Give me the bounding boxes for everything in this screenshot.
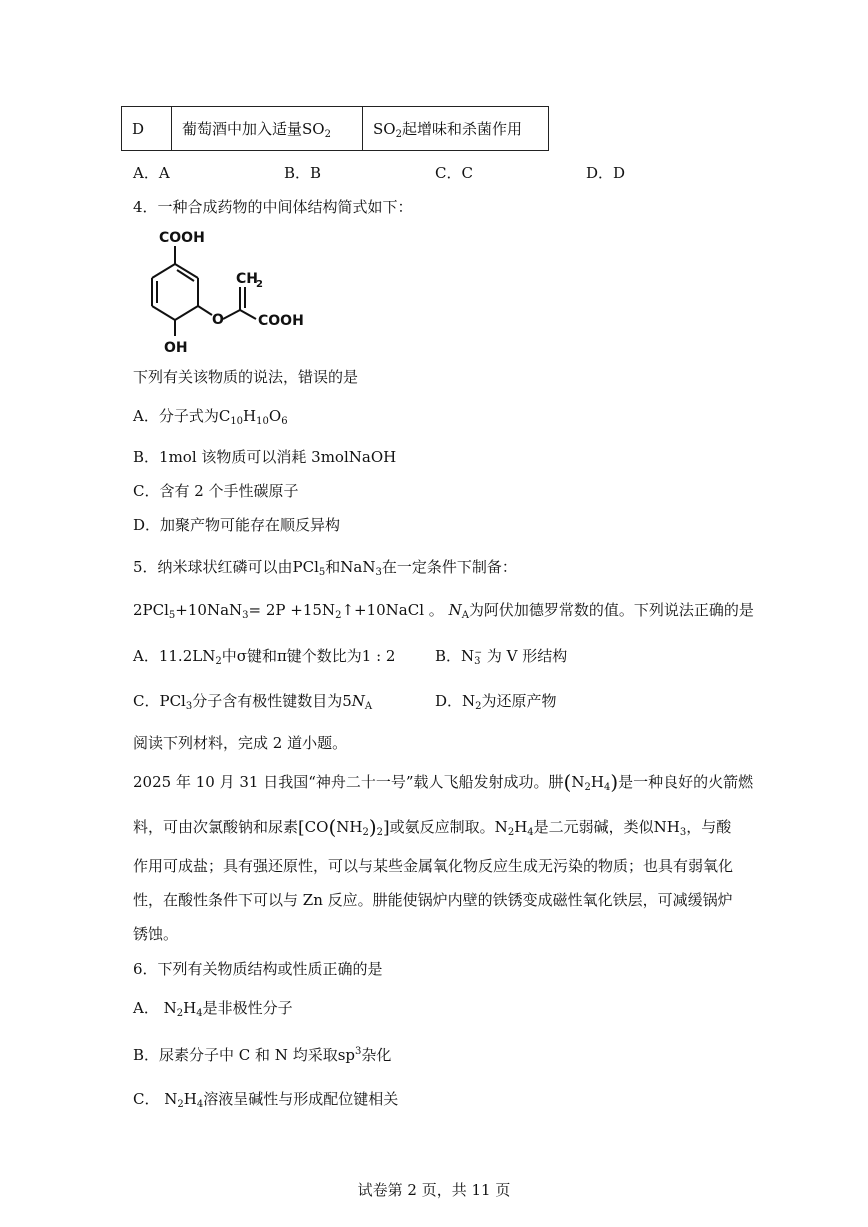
label-cooh-right: COOH [258,313,304,329]
q6-stem: 6．下列有关物质结构或性质正确的是 [133,960,383,978]
method-cell: 葡萄酒中加入适量$SO_2$ [172,107,363,151]
reason-cell: $SO_2$起增味和杀菌作用 [363,107,549,151]
q5-option-d: D．$N_2$为还原产物 [435,692,557,712]
q3-choice-b: B．B [284,164,322,182]
label-ch2-sub: 2 [256,279,263,290]
q6-option-a: A． $N_2H_4$是非极性分子 [133,999,293,1019]
q5-equation: $2PCl_5+10NaN_3= 2P +15N_2↑+10NaCl$ 。 $N_A$为阿伏加德罗常数的值。下列说法正确的是 [133,601,754,621]
q3-choice-d: D．D [586,164,626,182]
q4-option-a: A．分子式为$C_{10}H_{10}O_6$ [133,407,288,427]
q4-stem: 4．一种合成药物的中间体结构简式如下： [133,198,413,216]
reading-line-2: 料，可由次氯酸钠和尿素$[CO(NH_2)_2]$或氨反应制取。$N_2H_4$是二元弱碱，类似$NH_3$，与酸 [133,815,732,839]
q6-option-b: B．尿素分子中 C 和 N 均采取$sp^3$杂化 [133,1046,392,1064]
q4-question: 下列有关该物质的说法，错误的是 [133,368,359,386]
q5-option-a: A．$11.2LN_2$中σ键和π键个数比为1 : 2 [133,647,396,667]
q5-option-c: C．PCl$_3$分子含有极性键数目为$5N_A$ [133,692,373,712]
options-table [121,106,549,151]
reading-line-5: 锈蚀。 [133,925,179,943]
chemical-structure [130,224,310,360]
q3-choice-a: A．A [133,164,170,182]
label-cooh-top: COOH [159,230,205,246]
structure-drawing [130,224,310,360]
label-oh: OH [164,340,188,356]
label-o: O [212,312,224,328]
q4-option-c: C．含有 2 个手性碳原子 [133,482,299,500]
reading-line-1: 2025 年 10 月 31 日我国“神舟二十一号”载人飞船发射成功。肼$(N_2H_4)$是一种良好的火箭燃 [133,770,754,794]
q6-option-c: C． $N_2H_4$溶液呈碱性与形成配位键相关 [133,1090,399,1110]
page-footer: 试卷第 2 页，共 11 页 [357,1181,511,1199]
q5-option-b: B．$N_3^-$ 为 V 形结构 [435,647,568,667]
label-ch2: CH [236,271,258,287]
table-row [122,107,549,151]
reading-line-3: 作用可成盐；具有强还原性，可以与某些金属氧化物反应生成无污染的物质；也具有弱氧化 [133,857,734,875]
q4-option-d: D．加聚产物可能存在顺反异构 [133,516,341,534]
q5-stem: 5．纳米球状红磷可以由PCl$_5$和NaN$_3$在一定条件下制备： [133,558,517,578]
q3-choice-c: C．C [435,164,473,182]
row-label: D [122,107,172,151]
q4-option-b: B．1mol 该物质可以消耗 3molNaOH [133,448,397,466]
reading-intro: 阅读下列材料，完成 2 道小题。 [133,734,348,752]
reading-line-4: 性，在酸性条件下可以与 Zn 反应。肼能使锅炉内壁的铁锈变成磁性氧化铁层，可减缓锅炉 [133,891,733,909]
